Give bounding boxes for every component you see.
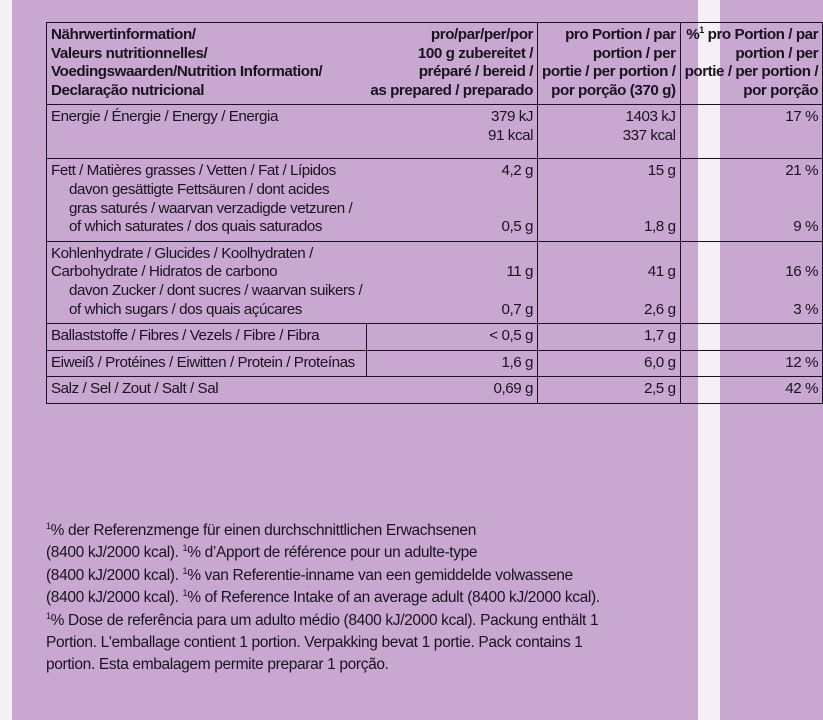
energy-portion-kcal: 337 kcal [622, 126, 676, 144]
energy-portion-kj: 1403 kJ [625, 108, 676, 126]
nutrition-table [46, 22, 823, 404]
fat-label-cell [47, 159, 367, 241]
saturates-label-line: of which saturates / dos quais saturados [69, 218, 322, 236]
ri-percent: % [686, 26, 700, 43]
footnote-mark: 1 [46, 521, 51, 531]
saturates-label-line: davon gesättigte Fettsäuren / dont acides [69, 180, 330, 198]
carbohydrate-portion: 41 g [647, 263, 676, 281]
ri-label-first: pro Portion / par [703, 26, 819, 43]
protein-ri: 12 % [680, 350, 823, 377]
header-portion-line: portion / per [592, 44, 676, 62]
energy-row [47, 105, 823, 159]
header-ri-cell [680, 23, 823, 105]
footnote-mark: 1 [46, 610, 51, 621]
footnote-mark: 1 [182, 565, 188, 576]
salt-row [47, 377, 823, 404]
energy-portion [538, 105, 681, 159]
header-per100-line: as prepared / preparado [370, 81, 534, 99]
carbohydrate-label-cell [47, 241, 367, 323]
fibre-row [47, 324, 823, 351]
header-portion-cell [538, 23, 681, 105]
salt-per100: 0,69 g [366, 377, 537, 404]
saturates-ri: 9 % [793, 218, 819, 236]
protein-label: Eiweiß / Protéines / Eiwitten / Protein / Proteínas [47, 350, 367, 377]
fat-ri-cell [680, 159, 823, 241]
energy-ri: 17 % [680, 105, 823, 159]
carbohydrate-label-line: Kohlenhydrate / Glucides / Koolhydraten / [51, 244, 313, 262]
carbohydrate-per100-cell [366, 241, 537, 323]
sugars-label-line: of which sugars / dos quais açúcares [69, 300, 302, 318]
footnote-english: % of Reference Intake of an average adult (8400 kJ/2000 kcal). [187, 589, 600, 607]
sugars-portion: 2,6 g [644, 300, 676, 318]
header-ri-line: por porção [743, 81, 819, 99]
footnote-mark: 1 [182, 543, 188, 554]
carbohydrate-label-line: Carbohydrate / Hidratos de carbono [51, 263, 278, 281]
sugars-per100: 0,7 g [501, 300, 534, 318]
fat-per100-cell [366, 159, 537, 241]
fat-label: Fett / Matières grasses / Vetten / Fat / Lípidos [51, 162, 336, 180]
carbohydrate-ri-cell [680, 241, 823, 323]
saturates-per100: 0,5 g [501, 218, 534, 236]
energy-label: Energie / Énergie / Energy / Energia [47, 105, 367, 159]
protein-portion: 6,0 g [538, 350, 681, 377]
header-ri-line: portion / per [735, 44, 819, 62]
header-per100-line: préparé / bereid / [418, 63, 534, 81]
footnote-french: % d’Apport de référence pour un adulte-type (8400 kJ/2000 kcal). [46, 544, 478, 584]
header-per100-line: pro/par/per/por [430, 26, 534, 43]
fat-portion: 15 g [647, 162, 676, 180]
salt-portion: 2,5 g [538, 377, 681, 404]
fat-row [47, 159, 823, 241]
energy-per100-kj: 379 kJ [490, 108, 534, 126]
footnote-german: % der Referenzmenge für einen durchschnittlichen Erwachsenen (8400 kJ/2000 kcal). [46, 522, 476, 562]
header-label-cell [47, 23, 367, 105]
footnote-dutch: % van Referentie-inname van een gemiddelde volwassene (8400 kJ/2000 kcal). [46, 566, 573, 607]
fibre-ri [680, 324, 823, 351]
fat-portion-cell [538, 159, 681, 241]
fibre-per100: < 0,5 g [366, 324, 537, 351]
header-ri-line: portie / per portion / [684, 63, 819, 81]
carbohydrate-row [47, 241, 823, 323]
salt-ri: 42 % [680, 377, 823, 404]
header-label-line: Declaração nutricional [51, 81, 205, 99]
header-label-line: Voedingswaarden/Nutrition Information/ [51, 63, 323, 81]
saturates-portion: 1,8 g [644, 218, 676, 236]
header-per100-cell [366, 23, 537, 105]
fibre-portion: 1,7 g [538, 324, 681, 351]
fibre-label: Ballaststoffe / Fibres / Vezels / Fibre / Fibra [47, 324, 367, 351]
sugars-label-line: davon Zucker / dont sucres / waarvan suikers / [69, 281, 363, 299]
header-portion-line: por porção (370 g) [551, 81, 676, 99]
saturates-label-line: gras saturés / waarvan verzadigde vetzuren / [69, 199, 353, 217]
header-portion-line: portie / per portion / [542, 63, 676, 81]
fat-per100: 4,2 g [501, 162, 534, 180]
energy-per100 [366, 105, 537, 159]
footnote [46, 520, 676, 677]
header-label-line: Nährwertinformation/ [51, 26, 196, 43]
energy-per100-kcal: 91 kcal [488, 126, 534, 144]
footnote-mark: 1 [182, 588, 188, 599]
header-portion-line: pro Portion / par [565, 26, 676, 43]
header-ri-line [685, 26, 819, 45]
protein-row [47, 350, 823, 377]
header-label-line: Valeurs nutritionnelles/ [51, 44, 208, 62]
footnote-mark: 1 [699, 25, 704, 35]
salt-label: Salz / Sel / Zout / Salt / Sal [47, 377, 367, 404]
protein-per100: 1,6 g [366, 350, 537, 377]
carbohydrate-portion-cell [538, 241, 681, 323]
table-header-row [47, 23, 823, 105]
header-per100-line: 100 g zubereitet / [417, 44, 534, 62]
footnote-portuguese-pack-info: % Dose de referência para um adulto médio (8400 kJ/2000 kcal). Packung enthält 1 Portion. L'emballage contient 1 portion. Verpakking bevat 1 portie. Pack contains 1 portion. Esta embalagem permite preparar 1 porção. [46, 611, 599, 674]
sugars-ri: 3 % [793, 300, 819, 318]
carbohydrate-ri: 16 % [785, 263, 819, 281]
scan-edge-left [0, 0, 12, 720]
fat-ri: 21 % [785, 162, 819, 180]
carbohydrate-per100: 11 g [506, 263, 534, 281]
